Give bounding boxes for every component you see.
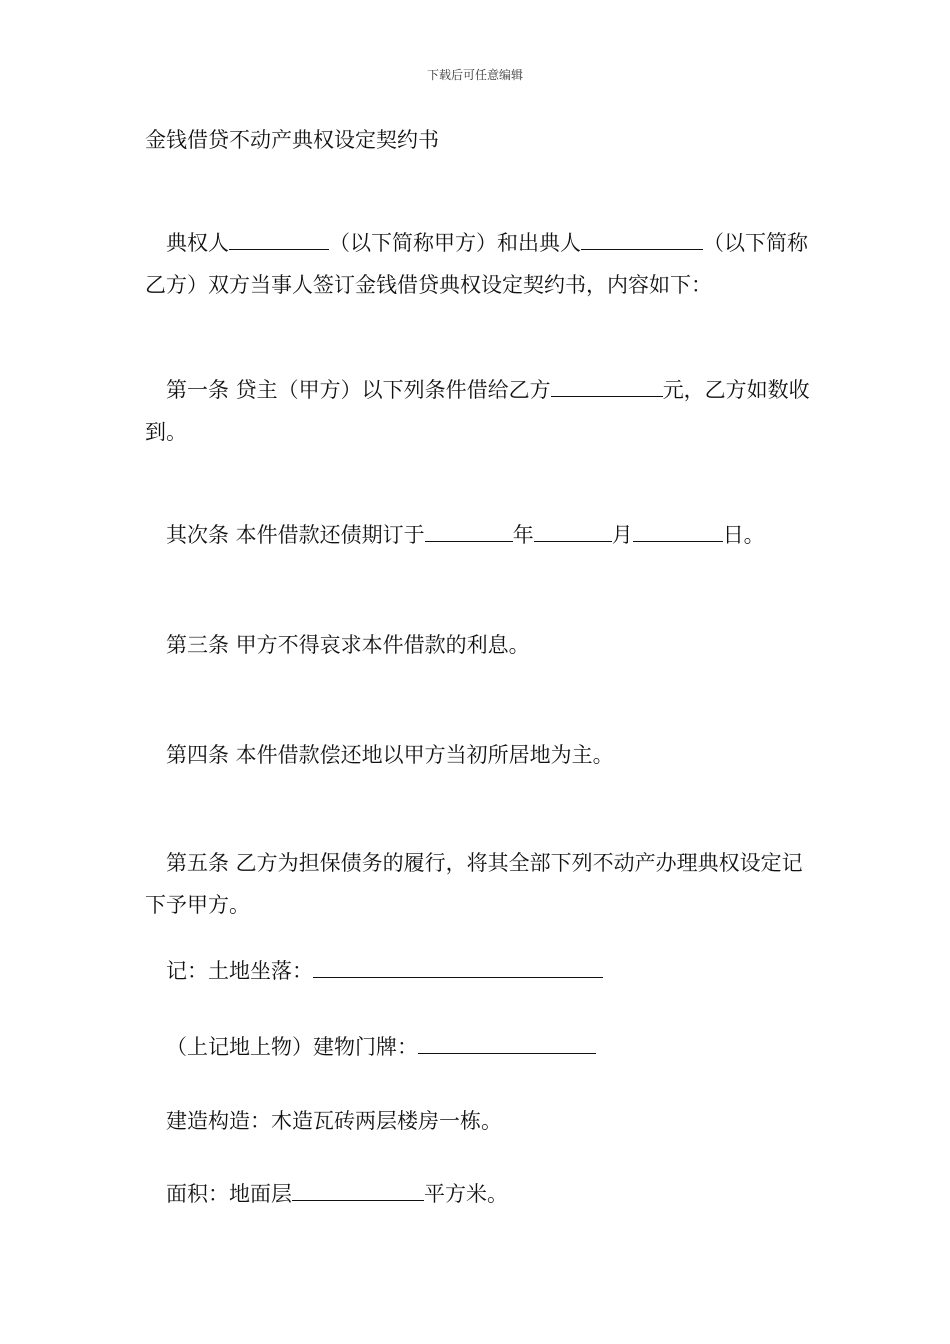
area-blank[interactable] bbox=[292, 1178, 424, 1201]
article-3-paragraph: 第三条 甲方不得哀求本件借款的利息。 bbox=[166, 633, 530, 657]
pledgee-name-blank[interactable] bbox=[229, 227, 329, 250]
article-1-text-2: 元，乙方如数收到。 bbox=[145, 378, 810, 444]
land-location-line bbox=[145, 950, 810, 992]
building-number-blank[interactable] bbox=[418, 1031, 596, 1054]
intro-paragraph bbox=[145, 222, 810, 306]
loan-amount-blank[interactable] bbox=[551, 374, 663, 397]
land-location-label: 记：土地坐落： bbox=[166, 959, 313, 983]
year-label: 年 bbox=[512, 523, 534, 547]
area-unit: 平方米。 bbox=[424, 1182, 508, 1206]
pledgor-name-blank[interactable] bbox=[581, 227, 703, 250]
building-number-line bbox=[145, 1026, 810, 1068]
land-location-blank[interactable] bbox=[313, 955, 603, 978]
intro-text-3: （以下简称乙方）双方当事人签订金钱借贷典权设定契约书，内容如下： bbox=[145, 231, 808, 297]
article-4-paragraph: 第四条 本件借款偿还地以甲方当初所居地为主。 bbox=[166, 743, 614, 767]
header-note: 下载后可任意编辑 bbox=[426, 68, 523, 82]
article-2-paragraph bbox=[145, 514, 810, 556]
year-blank[interactable] bbox=[425, 519, 513, 542]
day-label: 日。 bbox=[722, 523, 765, 547]
construction-line: 建造构造：木造瓦砖两层楼房一栋。 bbox=[166, 1109, 502, 1133]
month-blank[interactable] bbox=[534, 519, 612, 542]
building-number-label: （上记地上物）建物门牌： bbox=[166, 1035, 418, 1059]
article-5-paragraph: 第五条 乙方为担保债务的履行，将其全部下列不动产办理典权设定记下予甲方。 bbox=[145, 851, 803, 917]
area-label: 面积：地面层 bbox=[166, 1182, 292, 1206]
day-blank[interactable] bbox=[633, 519, 723, 542]
article-2-text: 其次条 本件借款还债期订于 bbox=[166, 523, 425, 547]
article-1-paragraph bbox=[145, 369, 810, 453]
article-1-text-1: 第一条 贷主（甲方）以下列条件借给乙方 bbox=[166, 378, 551, 402]
document-title: 金钱借贷不动产典权设定契约书 bbox=[145, 128, 439, 152]
intro-text-2: （以下简称甲方）和出典人 bbox=[329, 231, 581, 255]
intro-text-1: 典权人 bbox=[166, 231, 229, 255]
month-label: 月 bbox=[611, 523, 633, 547]
area-line bbox=[145, 1173, 810, 1215]
